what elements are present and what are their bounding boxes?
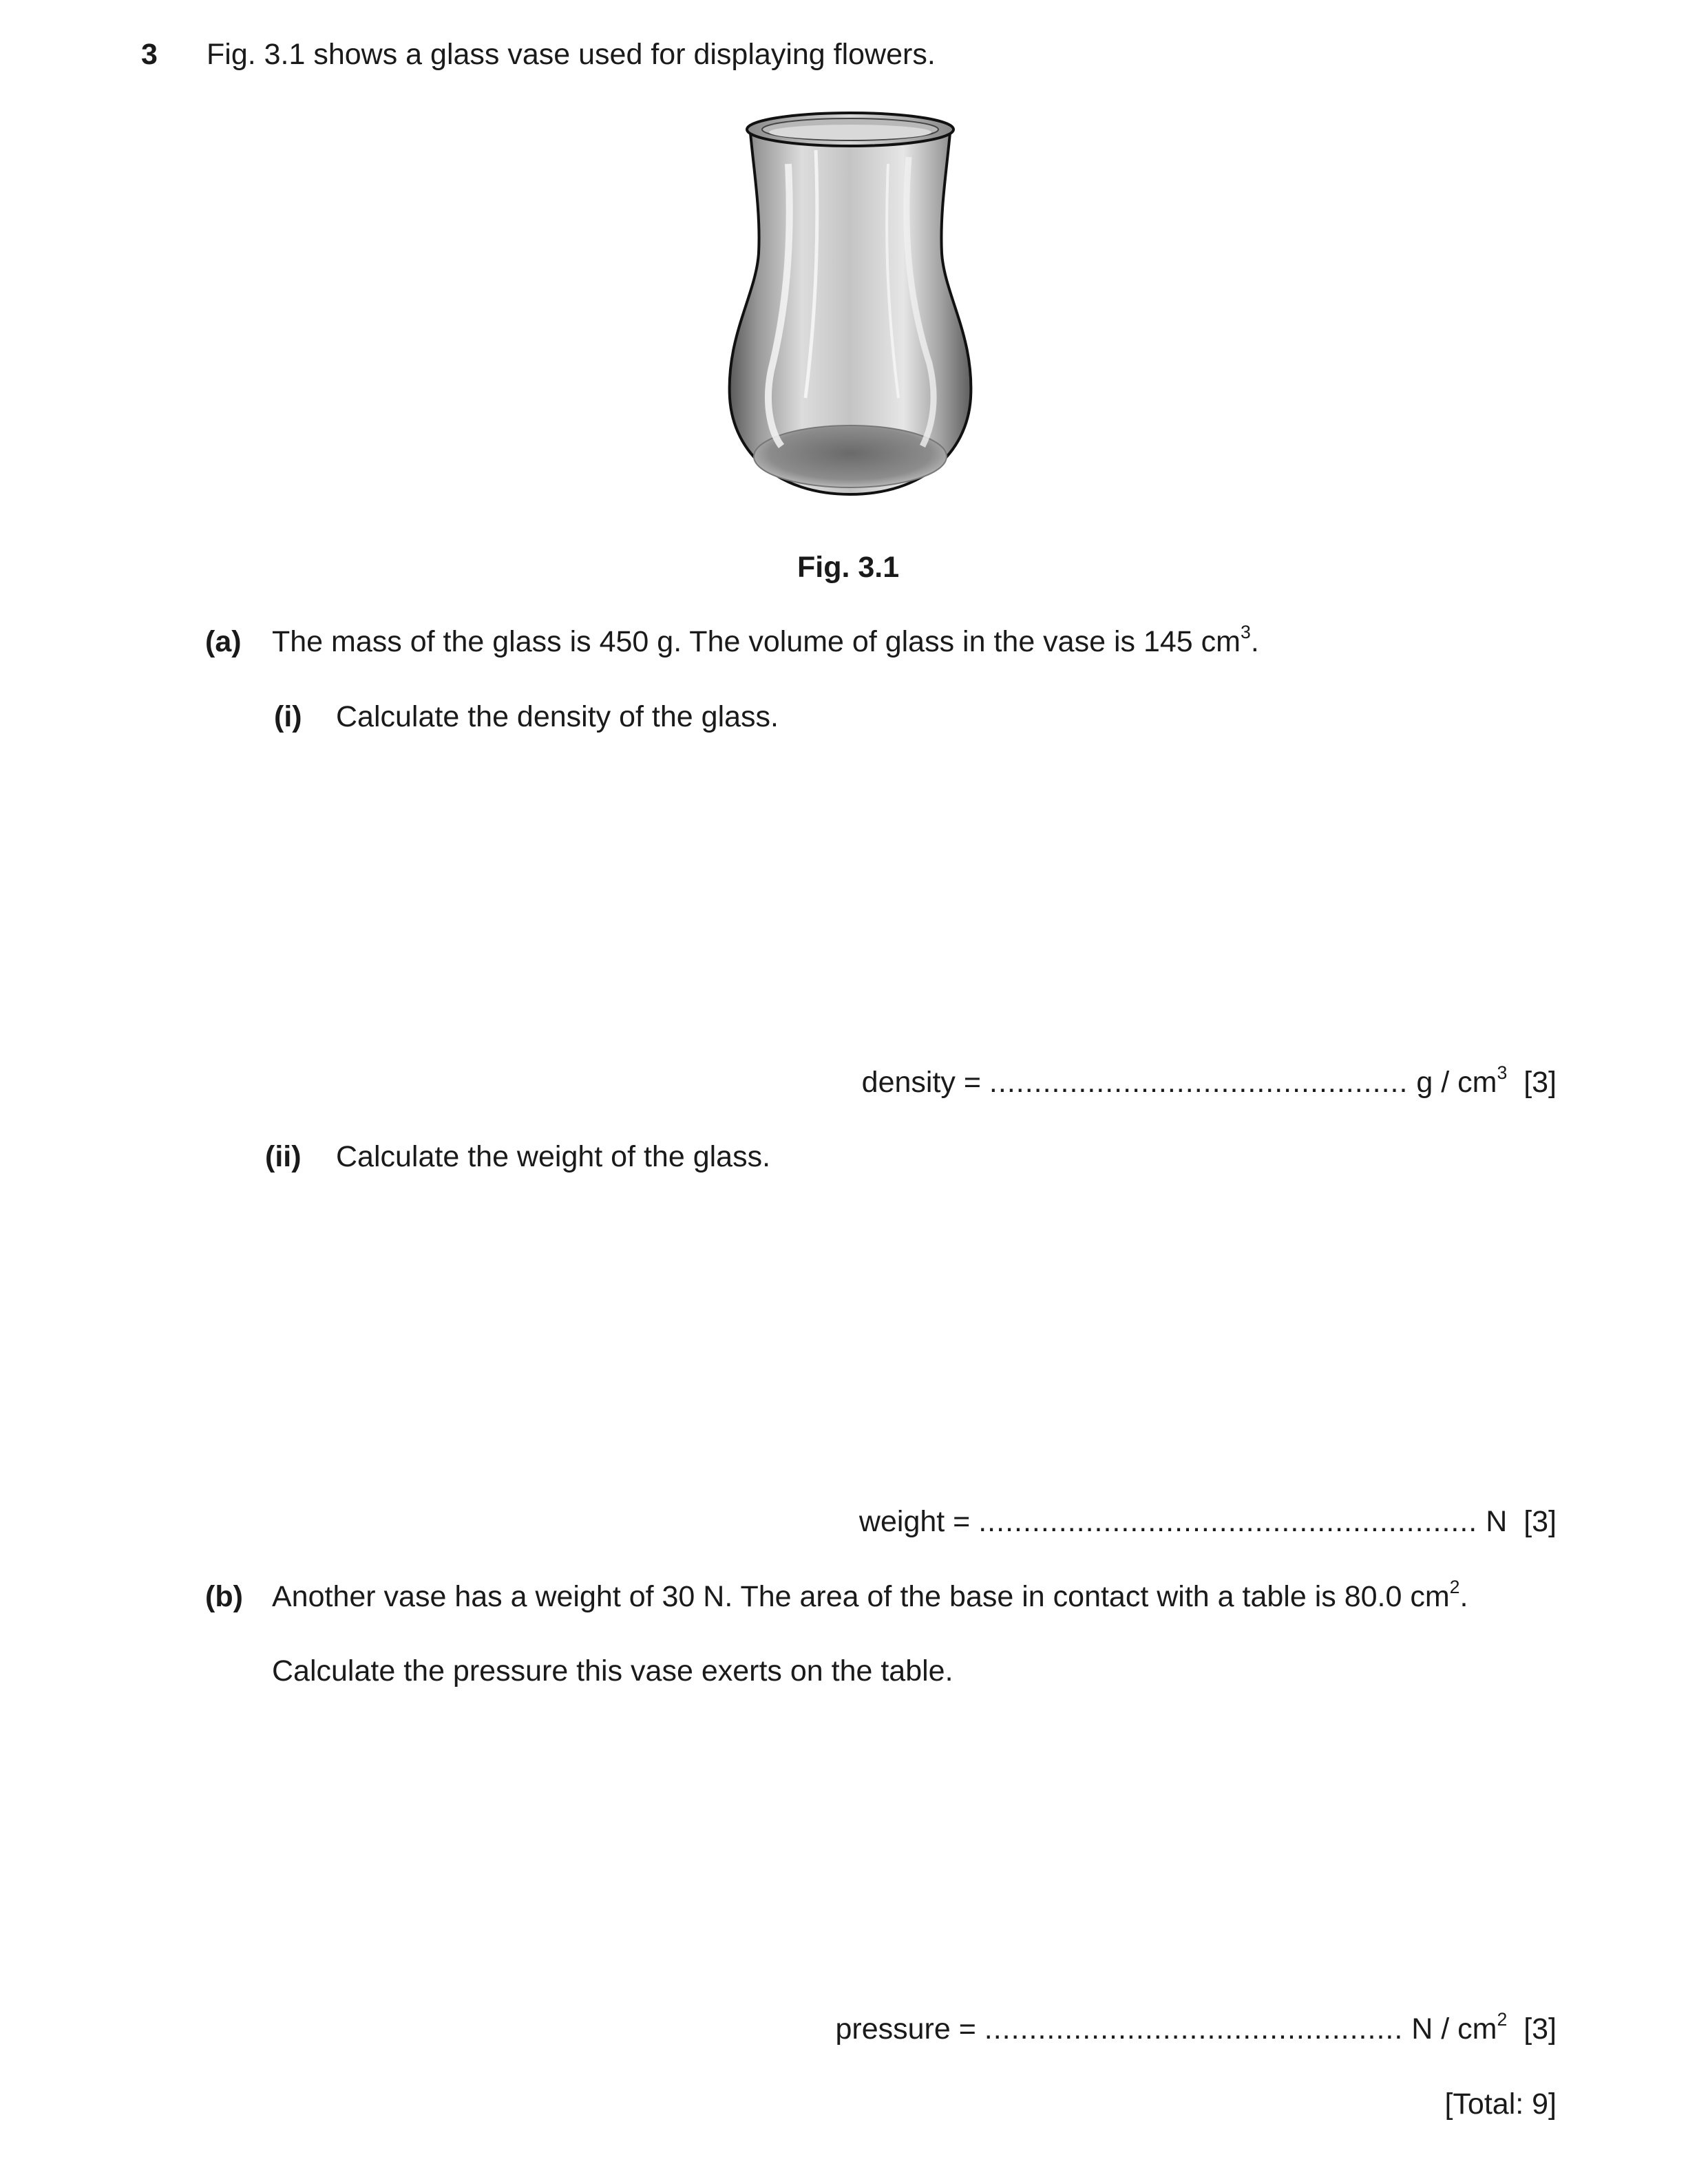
figure-caption: Fig. 3.1 — [797, 551, 900, 584]
part-b-instruction: Calculate the pressure this vase exerts on the table. — [272, 1654, 953, 1687]
part-a-label: (a) — [205, 625, 242, 658]
pressure-answer-line — [835, 2008, 1557, 2046]
sub-ii-label: (ii) — [265, 1140, 302, 1173]
density-unit: g / cm — [1416, 1066, 1497, 1099]
question-number: 3 — [141, 38, 158, 71]
density-label: density = — [861, 1066, 981, 1099]
density-marks: [3] — [1524, 1066, 1557, 1099]
pressure-answer-dots: ............................................... — [984, 2012, 1404, 2046]
weight-answer-dots: ........................................................ — [978, 1505, 1478, 1538]
pressure-unit: N / cm — [1411, 2012, 1497, 2046]
weight-answer-line — [859, 1505, 1557, 1539]
part-b-text-main: Another vase has a weight of 30 N. The area of the base in contact with a table is 80.0 cm — [272, 1580, 1450, 1613]
density-answer-dots: ............................................... — [989, 1066, 1409, 1099]
part-b-text-end: . — [1459, 1580, 1468, 1613]
part-a-superscript: 3 — [1240, 621, 1251, 642]
sub-i-label: (i) — [274, 700, 302, 733]
weight-label: weight = — [858, 1505, 971, 1538]
density-answer-line — [861, 1062, 1557, 1100]
weight-unit: N — [1486, 1505, 1508, 1538]
sub-ii-text: Calculate the weight of the glass. — [336, 1140, 771, 1173]
glass-vase-illustration — [723, 109, 978, 508]
part-a-text-end: . — [1250, 625, 1259, 658]
sub-i-text: Calculate the density of the glass. — [336, 700, 779, 733]
pressure-label: pressure = — [835, 2012, 976, 2046]
part-a-text — [272, 621, 1259, 659]
part-b-text — [272, 1576, 1468, 1614]
part-a-text-main: The mass of the glass is 450 g. The volume of glass in the vase is 145 cm — [272, 625, 1241, 658]
part-b-superscript: 2 — [1449, 1576, 1460, 1597]
pressure-marks: [3] — [1524, 2012, 1557, 2046]
part-b-label: (b) — [205, 1580, 243, 1613]
pressure-unit-superscript: 2 — [1497, 2008, 1508, 2030]
question-intro: Fig. 3.1 shows a glass vase used for displaying flowers. — [207, 38, 936, 71]
total-marks: [Total: 9] — [1444, 2088, 1557, 2121]
density-unit-superscript: 3 — [1497, 1062, 1508, 1083]
weight-marks: [3] — [1524, 1505, 1557, 1538]
